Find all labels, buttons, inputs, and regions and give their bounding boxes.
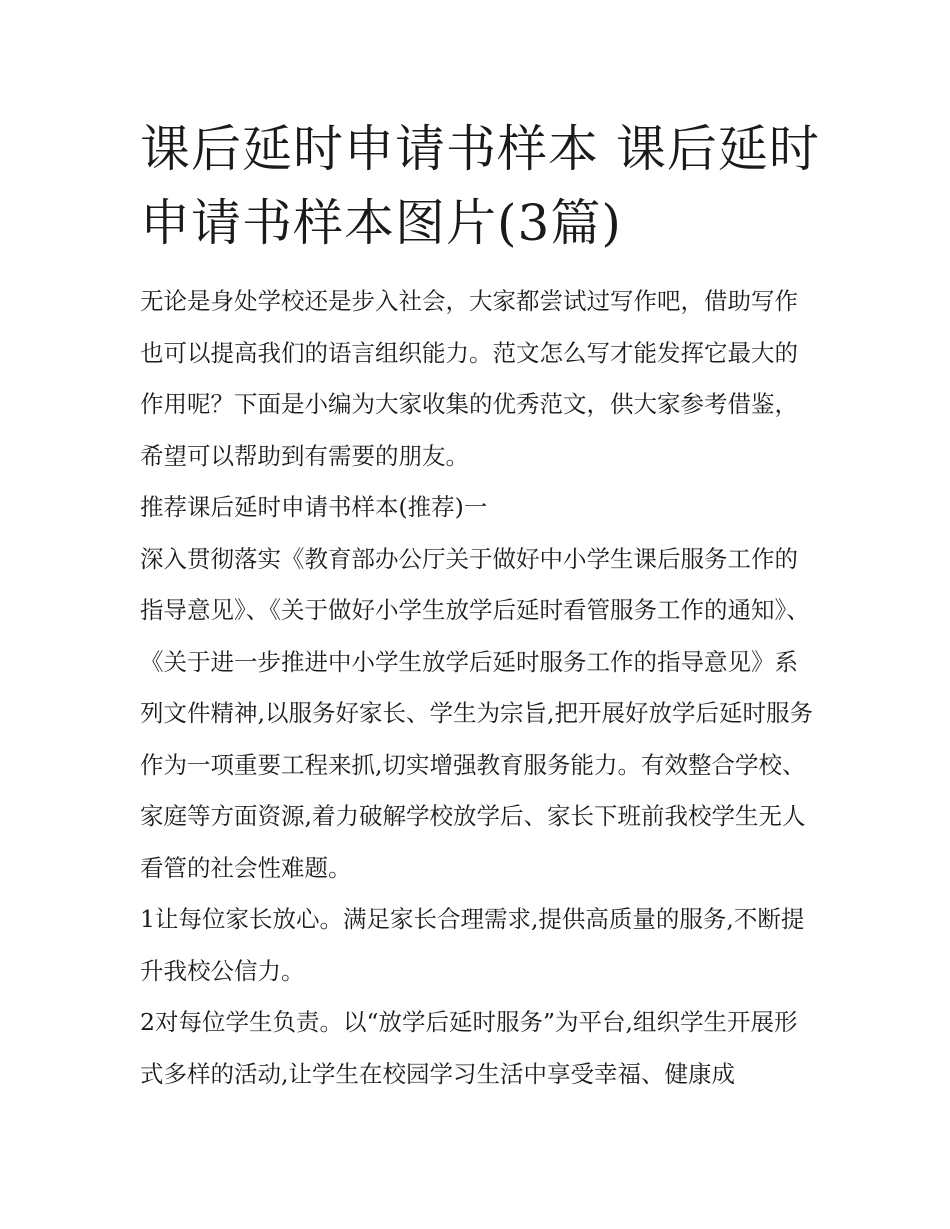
document-body — [140, 276, 815, 1100]
list-item-1: 1让每位家长放心。满足家长合理需求,提供高质量的服务,不断提升我校公信力。 — [140, 905, 805, 985]
section-heading: 推荐课后延时申请书样本(推荐)一 — [140, 493, 488, 521]
list-item-2: 2对每位学生负责。以“放学后延时服务”为平台,组织学生开展形式多样的活动,让学生在校园学习生活中享受幸福、健康成 — [140, 1008, 798, 1088]
body-paragraph: 深入贯彻落实《教育部办公厅关于做好中小学生课后服务工作的指导意见》、《关于做好小学生放学后延时看管服务工作的通知》、《关于进一步推进中小学生放学后延时服务工作的指导意见》系列文件精神,以服务好家长、学生为宗旨,把开展好放学后延时服务作为一项重要工程来抓,切实增强教育服务能力。有效整合学校、家庭等方面资源,着力破解学校放学后、家长下班前我校学生无人看管的社会性难题。 — [140, 544, 813, 882]
intro-paragraph: 无论是身处学校还是步入社会，大家都尝试过写作吧，借助写作也可以提高我们的语言组织能力。范文怎么写才能发挥它最大的作用呢？下面是小编为大家收集的优秀范文，供大家参考借鉴，希望可以帮助到有需要的朋友。 — [140, 287, 798, 470]
document-title: 课后延时申请书样本 课后延时申请书样本图片(3篇) — [140, 120, 820, 252]
